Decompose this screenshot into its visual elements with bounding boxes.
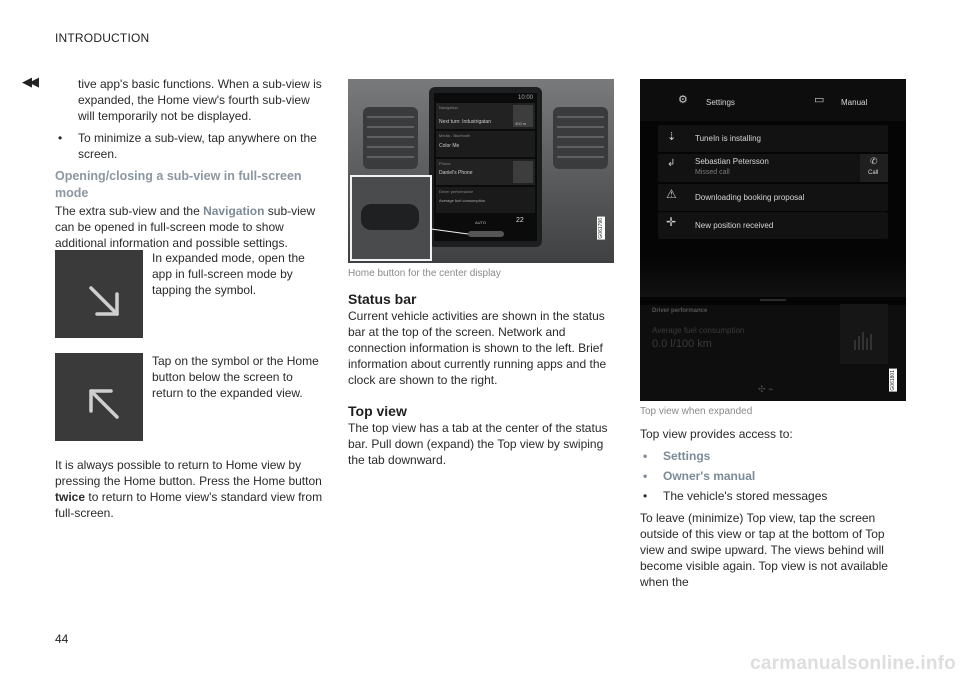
exit-fullscreen-icon [55, 353, 143, 441]
phone-icon: ✆ [870, 156, 878, 166]
icon1-description: In expanded mode, open the app in full-screen mode by tapping the symbol. [152, 251, 305, 297]
ui-settings[interactable]: Settings [706, 98, 735, 107]
heading-status-bar: Status bar [348, 291, 417, 307]
screen-time: 10:00 [518, 95, 534, 101]
screen-auto: AUTO [475, 220, 487, 225]
expand-fullscreen-icon [55, 250, 143, 338]
watermark: carmanualsonline.info [750, 653, 956, 674]
return-paragraph [55, 457, 323, 521]
continued-paragraph: tive app's basic functions. When a sub-view is expanded, the Home view's fourth sub-view will temporarily not be displayed. [78, 77, 322, 123]
bar-graph-tile [840, 304, 888, 364]
missed-call-icon: ↲ [667, 158, 676, 169]
gear-icon: ⚙ [678, 94, 688, 106]
book-icon: ▭ [814, 94, 825, 106]
column-1 [55, 76, 323, 251]
ui-value: 0.0 l/100 km [652, 338, 712, 350]
return-bold: twice [55, 490, 86, 504]
fullscreen-paragraph [55, 203, 323, 251]
fan-icon: ✣ ⌁ [758, 384, 774, 394]
ui-tunein: TuneIn is installing [695, 134, 761, 143]
screen-nav-dist: 400 m [515, 121, 527, 126]
screen-nav-label: Navigation [439, 105, 458, 110]
drag-handle[interactable] [760, 299, 786, 301]
fullscreen-text-2: sub-view can be opened in full-screen mode to show additional information and possible settings. [55, 204, 316, 250]
row-tunein[interactable] [658, 125, 888, 152]
bullet-manual-link[interactable]: • Owner's manual [640, 468, 906, 484]
warning-icon: ⚠ [666, 187, 677, 201]
screen-driver-sub: Average fuel consumption [439, 198, 486, 203]
image-code: G061796 [598, 218, 604, 239]
return-text-2: to return to Home view's standard view from full-screen. [55, 490, 323, 520]
ui-driver: Driver performance [652, 308, 708, 314]
screen-temp: 22 [516, 217, 524, 224]
row-missed-call[interactable] [658, 154, 888, 182]
image-caption: Home button for the center display [348, 268, 501, 279]
bullet-minimize: • To minimize a sub-view, tap anywhere on the screen. [55, 130, 323, 162]
center-display-image [348, 79, 614, 263]
heading-top-view: Top view [348, 403, 407, 419]
access-intro: Top view provides access to: [640, 427, 793, 441]
fullscreen-text-1: The extra sub-view and the [55, 204, 200, 218]
screen-media-label: Media - Bluetooth [439, 133, 471, 138]
leave-paragraph: To leave (minimize) Top view, tap the screen outside of this view or tap at the bottom of Top view and swipe upward. The views behind will become visible again. Top view is not available when the [640, 511, 888, 589]
ui-missed: Missed call [695, 169, 730, 176]
image-code-2: G061801 [890, 370, 896, 391]
bullet-messages: • The vehicle's stored messages [640, 488, 906, 504]
heading-fullscreen: Opening/closing a sub-view in full-screen mode [55, 169, 302, 200]
top-paragraph: The top view has a tab at the center of the status bar. Pull down (expand) the Top view by swiping the tab downward. [348, 421, 608, 467]
ui-booking: Downloading booking proposal [695, 193, 805, 202]
bullet-settings-link[interactable]: • Settings [640, 448, 906, 464]
fade-area [640, 257, 906, 297]
ui-call: Call [868, 170, 879, 176]
download-icon: ⇣ [667, 131, 677, 143]
top-view-caption: Top view when expanded [640, 406, 753, 417]
screen-nav-sub: Next turn: Industrigatan [439, 119, 491, 125]
column-3 [640, 426, 906, 590]
position-icon: ✛ [666, 215, 677, 229]
ui-position: New position received [695, 221, 774, 230]
screen-phone-label: Phone [439, 161, 451, 166]
screen-media-sub: Color Me [439, 143, 460, 149]
ui-avg: Average fuel consumption [652, 326, 745, 335]
screen-driver-label: Driver performance [439, 189, 474, 194]
return-text-1: It is always possible to return to Home view by pressing the Home button. Press the Home button [55, 458, 322, 488]
page-number: 44 [55, 632, 69, 646]
status-paragraph: Current vehicle activities are shown in the status bar at the top of the screen. Network and connection information is shown to the left. Brief information about currently running apps and the clock are shown to the right. [348, 309, 607, 387]
top-view-image [640, 79, 906, 401]
navigation-link[interactable]: Navigation [203, 204, 265, 218]
screen-phone-sub: Daniel's Phone [439, 170, 473, 176]
back-arrows-icon[interactable]: ◀◀ [22, 74, 36, 89]
column-2 [348, 291, 614, 468]
section-title: INTRODUCTION [55, 31, 150, 45]
ui-caller: Sebastian Petersson [695, 157, 769, 166]
icon2-description: Tap on the symbol or the Home button below the screen to return to the expanded view. [152, 354, 319, 400]
ui-manual[interactable]: Manual [841, 98, 868, 107]
